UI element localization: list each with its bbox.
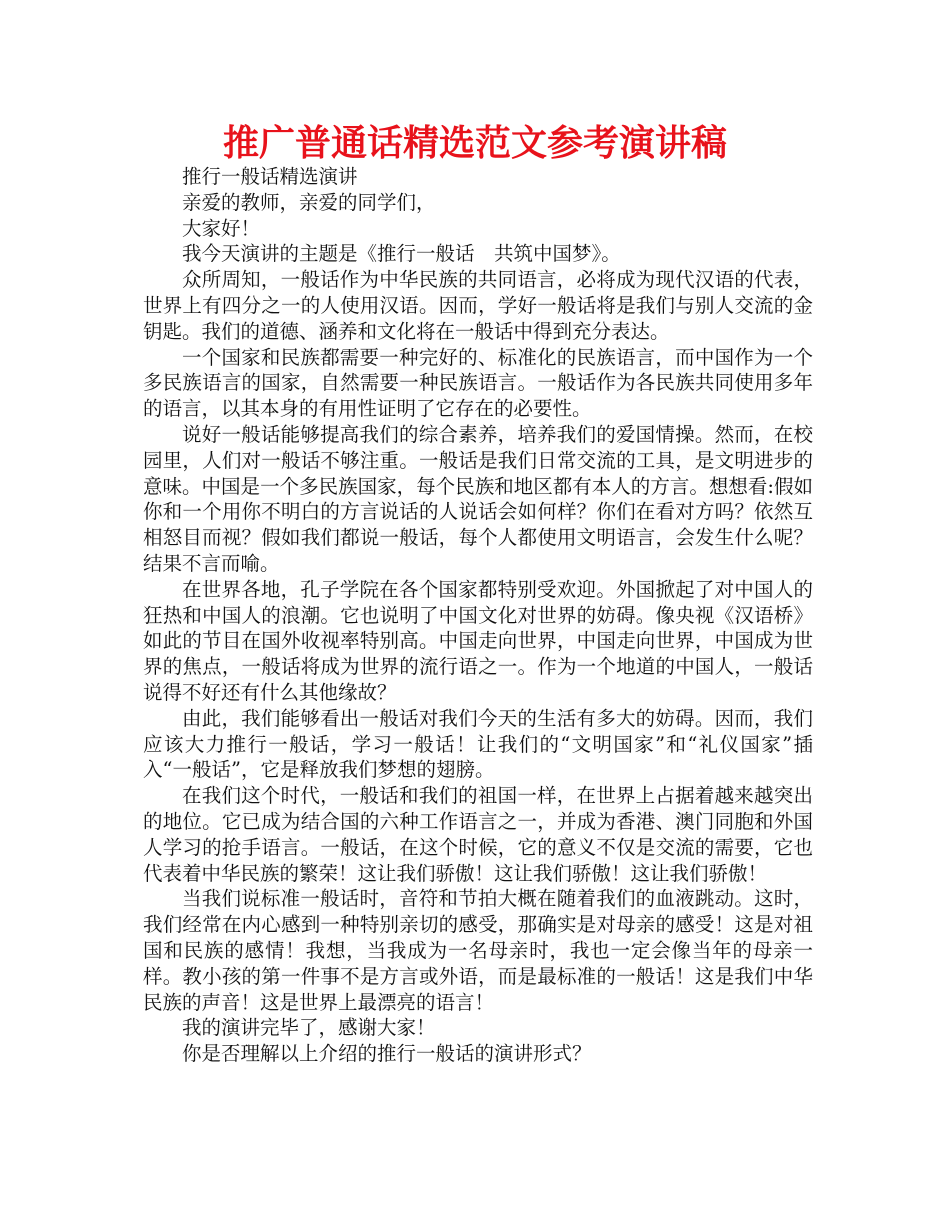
paragraph-body-1: 众所周知，一般话作为中华民族的共同语言，必将成为现代汉语的代表，世界上有四分之一的人使用汉语。因而，学好一般话将是我们与别人交流的金钥匙。我们的道德、涵养和文化将在一般话中得到充分表达。 — [143, 268, 813, 343]
paragraph-salutation: 亲爱的教师，亲爱的同学们， — [182, 190, 436, 214]
paragraph-subtitle: 推行一般话精选演讲 — [182, 165, 358, 188]
paragraph-body-2: 一个国家和民族都需要一种完好的、标准化的民族语言，而中国作为一个多民族语言的国家，自然需要一种民族语言。一般话作为各民族共同使用多年的语言，以其本身的有用性证明了它存在的必要性。 — [143, 345, 813, 421]
paragraph-greeting: 大家好！ — [182, 216, 261, 240]
paragraph-body-4: 在世界各地，孔子学院在各个国家都特别受欢迎。外国掀起了对中国人的狂热和中国人的浪潮。它也说明了中国文化对世界的妨碍。像央视《汉语桥》如此的节目在国外收视率特别高。中国走向世界，中国走向世界，中国成为世界的焦点，一般话将成为世界的流行语之一。作为一个地道的中国人，一般话说得不好还有什么其他缘故？ — [143, 577, 813, 704]
document-title: 推广普通话精选范文参考演讲稿 — [222, 123, 727, 164]
paragraph-body-6: 在我们这个时代，一般话和我们的祖国一样，在世界上占据着越来越突出的地位。它已成为结合国的六种工作语言之一，并成为香港、澳门同胞和外国人学习的抢手语言。一般话，在这个时候，它的意义不仅是交流的需要，它也代表着中华民族的繁荣！这让我们骄傲！这让我们骄傲！这让我们骄傲！ — [143, 784, 813, 885]
paragraph-body-7: 当我们说标准一般话时，音符和节拍大概在随着我们的血液跳动。这时，我们经常在内心感到一种特别亲切的感受，那确实是对母亲的感受！这是对祖国和民族的感情！我想，当我成为一名母亲时，我也一定会像当年的母亲一样。教小孩的第一件事不是方言或外语，而是最标准的一般话！这是我们中华民族的声音！这是世界上最漂亮的语言！ — [143, 887, 813, 1014]
paragraph-body-5: 由此，我们能够看出一般话对我们今天的生活有多大的妨碍。因而，我们应该大力推行一般话，学习一般话！让我们的“文明国家”和“礼仪国家”插入“一般话”，它是释放我们梦想的翅膀。 — [143, 706, 813, 782]
paragraph-closing: 我的演讲完毕了，感谢大家！ — [182, 1016, 436, 1040]
document-body — [143, 164, 813, 1067]
paragraph-body-3: 说好一般话能够提高我们的综合素养，培养我们的爱国情操。然而，在校园里，人们对一般话不够注重。一般话是我们日常交流的工具，是文明进步的意味。中国是一个多民族国家，每个民族和地区都有本人的方言。想想看:假如你和一个用你不明白的方言说话的人说话会如何样？你们在看对方吗？依然互相怒目而视？假如我们都说一般话，每个人都使用文明语言，会发生什么呢？结果不言而喻。 — [143, 422, 813, 575]
paragraph-question: 你是否理解以上介绍的推行一般话的演讲形式？ — [182, 1042, 592, 1066]
paragraph-theme: 我今天演讲的主题是《推行一般话 共筑中国梦》。 — [182, 242, 621, 266]
